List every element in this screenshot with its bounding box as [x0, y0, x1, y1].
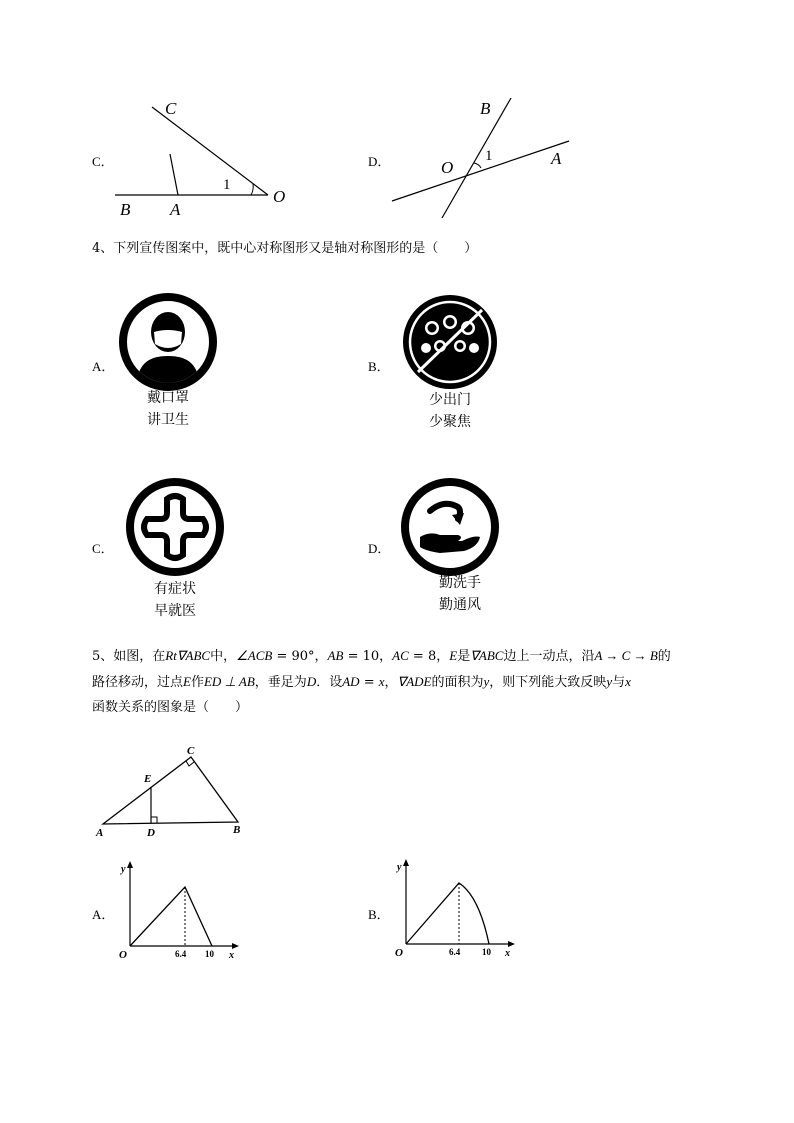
q5-option-b-label: B． — [368, 907, 390, 922]
origin-label: O — [395, 947, 403, 959]
angle-1-label: 1 — [223, 177, 231, 193]
x-axis-label: x — [505, 948, 510, 959]
q5-stem-line2: 路径移动，过点E作ED ⊥ AB，垂足为D．设AD = x，∇ADE的面积为y，则下列能大致反映y与x — [92, 674, 631, 690]
tick-label: 6.4 — [175, 949, 187, 959]
q4-stem: 4、下列宣传图案中，既中心对称图形又是轴对称图形的是（ ） — [92, 241, 478, 256]
tick-label: 6.4 — [449, 947, 461, 957]
q3-option-d-figure — [385, 92, 585, 222]
point-a-label: A — [96, 827, 104, 839]
q5-triangle-figure — [90, 740, 260, 840]
y-axis-label: y — [397, 862, 402, 873]
q4-option-b-label: B． — [368, 359, 390, 374]
point-c-label: C — [187, 745, 195, 757]
q4-option-c-label: C． — [92, 541, 114, 556]
point-o-label: O — [441, 158, 454, 177]
q5-graph-a — [115, 858, 245, 963]
crowd-icon — [400, 292, 500, 392]
q5-stem-line1: 5、如图，在Rt∇ABC中，∠ACB = 90°，AB = 10，AC = 8，E是∇ABC边上一动点，沿A → C → B的 — [92, 648, 671, 664]
q4-option-c-caption: 有症状 早就医 — [154, 581, 196, 619]
point-c-label: C — [165, 99, 177, 118]
q4-option-a-caption: 戴口罩 讲卫生 — [147, 390, 189, 428]
y-axis-label: y — [121, 864, 126, 875]
point-a-label: A — [170, 200, 181, 219]
angle-1-label: 1 — [485, 148, 493, 164]
q4-option-b-caption: 少出门 少聚焦 — [429, 392, 471, 430]
tick-label: 10 — [205, 949, 214, 959]
mask-person-icon — [118, 292, 218, 392]
x-axis-label: x — [229, 950, 234, 961]
point-b-label: B — [120, 200, 131, 219]
q3-option-d-label: D． — [368, 154, 391, 169]
point-a-label: A — [551, 149, 562, 168]
point-d-label: D — [147, 827, 155, 839]
q5-graph-b — [391, 856, 521, 961]
hand-wash-icon — [400, 477, 500, 577]
origin-label: O — [119, 949, 127, 961]
point-o-label: O — [273, 187, 286, 206]
q3-option-c-label: C． — [92, 154, 114, 169]
q4-option-d-caption: 勤洗手 勤通风 — [439, 575, 481, 613]
q4-option-d-label: D． — [368, 541, 391, 556]
q4-option-a-label: A． — [92, 359, 115, 374]
point-b-label: B — [233, 824, 241, 836]
q5-stem-line3: 函数关系的图象是（ ） — [92, 700, 249, 715]
point-e-label: E — [144, 773, 152, 785]
q3-option-c-figure — [105, 92, 305, 222]
tick-label: 10 — [482, 947, 491, 957]
q5-option-a-label: A． — [92, 907, 115, 922]
point-b-label: B — [480, 99, 491, 118]
medical-cross-icon — [125, 477, 225, 577]
